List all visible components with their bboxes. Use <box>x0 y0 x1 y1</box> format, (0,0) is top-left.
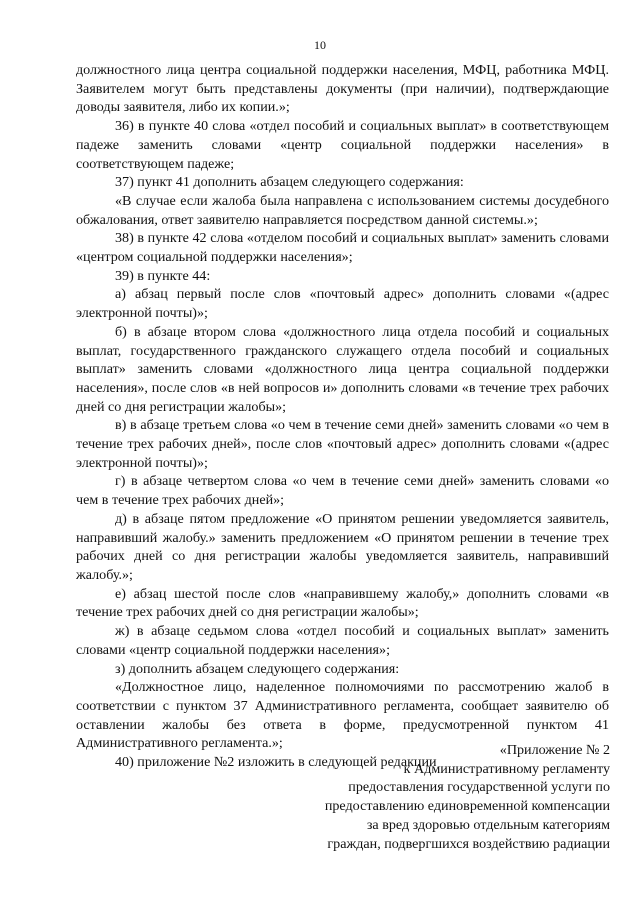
paragraph-item-39-zh: ж) в абзаце седьмом слова «отдел пособий и социальных выплат» заменить словами «центр социальной поддержки населения»; <box>76 623 609 658</box>
appendix-line: предоставления государственной услуги по <box>348 779 610 796</box>
paragraph-item-39: 39) в пункте 44: <box>115 267 211 284</box>
paragraph-item-38: 38) в пункте 42 слова «отделом пособий и социальных выплат» заменить словами «центром социальной поддержки населения»; <box>76 230 609 266</box>
paragraph-item-39-d: д) в абзаце пятом предложение «О принятом решении уведомляется заявитель, направивший жалобу.» заменить предложением «О принятом решении в течение трех рабочих дней со дня регистрации жалобы уведомляется заявитель, направивший жалобу.»; <box>76 510 609 583</box>
paragraph-item-36: 36) в пункте 40 слова «отдел пособий и социальных выплат» в соответствующем падеже заменить словами «центр социальной поддержки населения» в соответствующем падеже; <box>76 118 609 172</box>
paragraph-item-39-v: в) в абзаце третьем слова «о чем в течение семи дней» заменить словами «о чем в течение трех рабочих дней», после слов «почтовый адрес» дополнить словами «(адрес электронной почты)»; <box>76 417 609 471</box>
paragraph-item-39-z-quote: «Должностное лицо, наделенное полномочиями по рассмотрению жалоб в соответствии с пунктом 37 Административного регламента, сообщает заявителю об оставлении жалобы без ответа в форме, предусмотренной пунктом 41 Административного регламента.»; <box>76 679 609 752</box>
page-number: 10 <box>314 38 326 52</box>
paragraph-item-39-z: з) дополнить абзацем следующего содержания: <box>115 660 400 677</box>
appendix-line: граждан, подвергшихся воздействию радиации <box>327 835 610 852</box>
paragraph-item-39-e: е) абзац шестой после слов «направившему жалобу,» дополнить словами «в течение трех рабочих дней со дня регистрации жалобы»; <box>76 585 609 621</box>
paragraph-item-39-g: г) в абзаце четвертом слова «о чем в течение семи дней» заменить словами «о чем в течение трех рабочих дней»; <box>76 473 609 509</box>
appendix-line: предоставлению единовременной компенсации <box>324 798 610 815</box>
document-body <box>76 61 609 772</box>
paragraph-item-37-quote: «В случае если жалоба была направлена с использованием системы досудебного обжалования, ответ заявителю направляется посредством данной системы.»; <box>76 192 609 228</box>
appendix-heading <box>250 741 610 853</box>
paragraph-item-39-a: а) абзац первый после слов «почтовый адрес» дополнить словами «(адрес электронной почты)»; <box>76 286 609 322</box>
paragraph-item-39-b: б) в абзаце втором слова «должностного лица отдела пособий и социальных выплат, государственного гражданского служащего отдела пособий и социальных выплат» заменить словами «должностного лица центра социальной поддержки населения», после слов «в ней вопросов и» дополнить словами «в течение трех рабочих дней со дня регистрации жалобы»; <box>76 323 609 415</box>
appendix-line: к Административному регламенту <box>403 760 610 777</box>
appendix-line: «Приложение № 2 <box>499 742 610 758</box>
appendix-line: за вред здоровью отдельным категориям <box>366 816 610 833</box>
paragraph-item-40: 40) приложение №2 изложить в следующей редакции <box>115 754 437 771</box>
paragraph-item-37: 37) пункт 41 дополнить абзацем следующего содержания: <box>115 174 464 191</box>
paragraph-0: должностного лица центра социальной поддержки населения, МФЦ, работника МФЦ. Заявителем могут быть представлены документы (при наличии), подтверждающие доводы заявителя, либо их копии.»; <box>76 62 609 116</box>
